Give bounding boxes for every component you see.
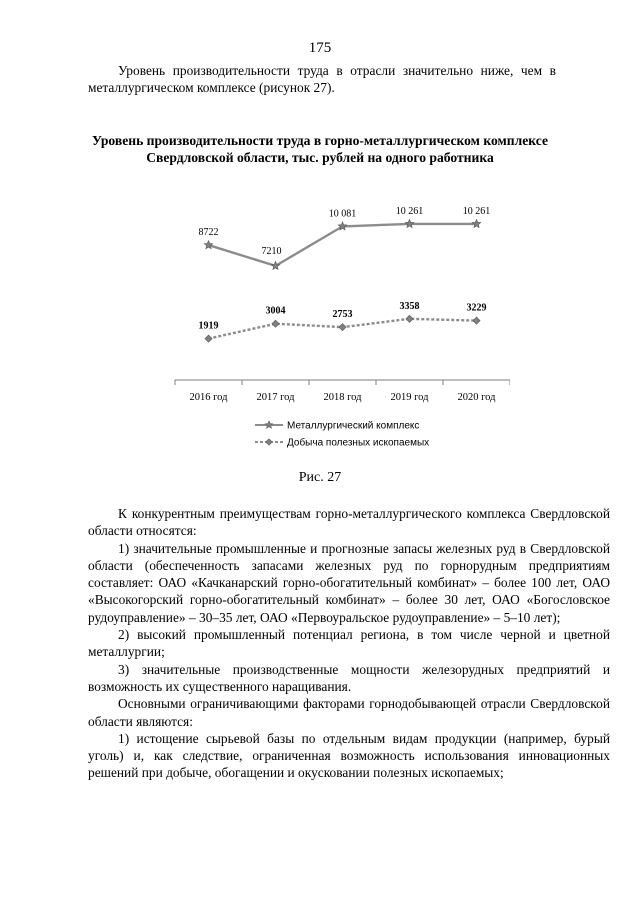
series-line (209, 224, 477, 266)
body-paragraph: 1) истощение сырьевой базы по отдельным видам продукции (например, бурый уголь) и, как следствие, ограниченная возможность использования инновационных решений при добыче, обогащении и окусковании полезных ископаемых; (88, 730, 610, 781)
legend-marker (266, 439, 272, 445)
x-tick-label: 2017 год (256, 392, 295, 403)
data-label: 10 261 (395, 205, 424, 217)
data-label: 3229 (466, 302, 487, 314)
x-tick-label: 2019 год (390, 392, 429, 403)
body-paragraph: 3) значительные производственные мощности железорудных предприятий и возможность их существенного наращивания. (88, 661, 610, 694)
page-number: 175 (308, 40, 332, 56)
data-point (271, 261, 280, 269)
data-label: 1919 (198, 320, 219, 332)
body-paragraph: 2) высокий промышленный потенциал региона, в том числе черной и цветной металлургии; (88, 627, 610, 660)
data-point (405, 219, 414, 227)
data-point (473, 317, 480, 324)
data-label: 10 261 (462, 205, 491, 217)
data-label: 7210 (261, 245, 282, 257)
line-chart (150, 190, 510, 450)
data-point (204, 241, 213, 249)
body-paragraph: 1) значительные промышленные и прогнозные запасы железных руд в Свердловской области (обеспеченность запасами железных руд по горнорудным предприятиям составляет: ОАО «Качканарский горно-обогатительный комбинат» – более 100 лет, ОАО «Высокогорский горно-обогатительный комбинат» – более 30 лет, ОАО «Богословское рудоуправление» – 30–35 лет, ОАО «Первоуральское рудоуправление» – 5–10 лет); (88, 540, 610, 625)
x-tick-label: 2020 год (457, 392, 496, 403)
x-tick-label: 2016 год (189, 392, 228, 403)
data-point (272, 320, 279, 327)
body-text (88, 505, 610, 782)
data-label: 2753 (332, 309, 353, 321)
legend-label: Добыча полезных ископаемых (287, 437, 430, 449)
data-label: 3358 (399, 300, 420, 312)
data-label: 8722 (198, 227, 219, 239)
body-paragraph: К конкурентным преимуществам горно-металлургического комплекса Свердловской области относятся: (88, 506, 610, 539)
figure-caption: Рис. 27 (298, 470, 342, 485)
x-tick-label: 2018 год (323, 392, 362, 403)
data-label: 10 081 (328, 208, 357, 220)
legend-label: Металлургический комплекс (287, 420, 420, 432)
data-point (339, 324, 346, 331)
data-label: 3004 (265, 305, 286, 317)
data-point (406, 315, 413, 322)
data-point (472, 219, 481, 227)
chart-title: Уровень производительности труда в горно-металлургическом комплексе Свердловской области, тыс. рублей на одного работника (91, 133, 549, 165)
data-point (205, 335, 212, 342)
body-paragraph: Основными ограничивающими факторами горнодобывающей отрасли Свердловской области являются: (88, 696, 610, 729)
intro-paragraph: Уровень производительности труда в отрасли значительно ниже, чем в металлургическом комплексе (рисунок 27). (88, 63, 556, 95)
legend-marker (265, 421, 273, 428)
